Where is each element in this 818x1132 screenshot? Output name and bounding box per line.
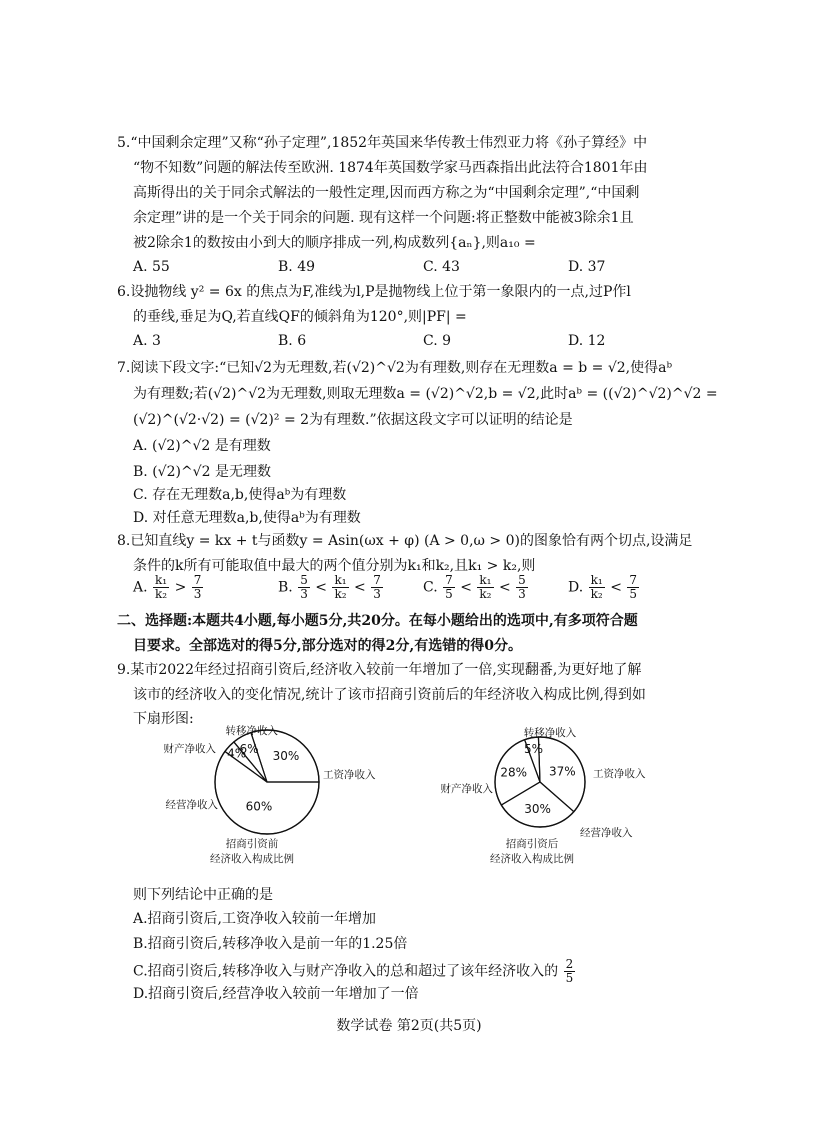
q5-line-5: 被2除余1的数按由小到大的顺序排成一列,构成数列{aₙ},则a₁₀ = [133,235,536,251]
k-ratio: $\frac{\text{k₁}}{\text{k₂}}$ [479,573,492,601]
chart-title-line: 经济收入构成比例 [210,853,294,865]
pie-chart-after [425,720,675,875]
q5-line-4: 余定理”讲的是一个关于同余的问题. 现有这样一个问题:将正整数中能被3除余1且 [133,210,634,226]
category-label: 转移净收入 [523,727,577,739]
relation: > [174,579,187,596]
q6-line-2: 的垂线,垂足为Q,若直线QF的倾斜角为120°,则|PF| = [133,309,467,325]
upper-fraction: $\frac{5}{3}$ [518,573,526,601]
slice-value-label: 5% [524,741,544,756]
q8-option-c [423,574,529,601]
relation: < [315,579,328,596]
fraction: $\frac{2}{5}$ [565,957,574,985]
lower-fraction: $\frac{7}{5}$ [445,573,453,601]
bound-fraction: $\frac{7}{5}$ [629,573,638,601]
q8-line-2: 条件的k所有可能取值中最大的两个值分别为k₁和k₂,且k₁ > k₂,则 [133,558,536,574]
section-2-line-1: 二、选择题:本题共4小题,每小题5分,共20分。在每小题给出的选项中,有多项符合题 [117,613,638,629]
pie-chart-before [148,720,388,875]
option-prefix: C. [423,579,438,596]
relation: < [498,579,511,596]
q6-option-a: A. 3 [133,333,161,349]
q9-line-2: 该市的经济收入的变化情况,统计了该市招商引资前后的年经济收入构成比例,得到如 [133,687,646,703]
q9-option-d: D.招商引资后,经营净收入较前一年增加了一倍 [133,986,419,1002]
slice-value-label: 28% [500,765,528,780]
q8-option-d [568,574,640,601]
q9-option-b: B.招商引资后,转移净收入是前一年的1.25倍 [133,936,408,952]
page-footer: 数学试卷 第2页(共5页) [336,1018,482,1034]
slice-value-label: 37% [549,764,576,779]
q5-line-1: 5.“中国剩余定理”又称“孙子定理”,1852年英国来华传教士伟烈亚力将《孙子算经》中 [117,135,648,151]
chart-title-line: 招商引资后 [505,838,559,850]
category-label: 工资净收入 [323,769,376,781]
q9-line-3: 下扇形图: [133,711,194,727]
category-label: 经营净收入 [165,799,218,811]
slice-value-label: 30% [272,748,300,763]
q5-line-3: 高斯得出的关于同余式解法的一般性定理,因而西方称之为“中国剩余定理”,“中国剩 [133,185,640,201]
category-label: 经营净收入 [580,827,633,839]
k-ratio: $\frac{\text{k₁}}{\text{k₂}}$ [590,573,603,601]
slice-value-label: 60% [245,799,273,814]
q8-option-b [278,574,384,601]
q5-option-a: A. 55 [133,259,170,275]
q7-option-c: C. 存在无理数a,b,使得aᵇ为有理数 [133,487,347,503]
k-ratio: $\frac{\text{k₁}}{\text{k₂}}$ [155,573,168,601]
q5-option-b: B. 49 [278,259,316,275]
q7-line-2: 为有理数;若(√2)^√2为无理数,则取无理数a = (√2)^√2,b = √2,此时aᵇ = ((√2)^√2)^√2 = [133,386,718,402]
category-label: 财产净收入 [440,783,493,795]
q7-option-d: D. 对任意无理数a,b,使得aᵇ为有理数 [133,510,361,526]
q5-line-2: “物不知数”问题的解法传至欧洲. 1874年英国数学家马西森指出此法符合1801年由 [133,160,648,176]
option-prefix: A. [133,579,148,596]
q5-option-d: D. 37 [568,259,606,275]
option-prefix: D. [568,579,584,596]
bound-fraction: $\frac{7}{3}$ [193,573,202,601]
section-2-line-2: 目要求。全部选对的得5分,部分选对的得2分,有选错的得0分。 [133,638,522,654]
q9-question: 则下列结论中正确的是 [133,887,273,903]
slice-value-label: 4% [227,746,247,761]
chart-title-line: 经济收入构成比例 [490,853,574,865]
category-label: 工资净收入 [593,768,646,780]
option-text: C.招商引资后,转移净收入与财产净收入的总和超过了该年经济收入的 [133,963,559,980]
q7-line-1: 7.阅读下段文字:“已知√2为无理数,若(√2)^√2为有理数,则存在无理数a = b = √2,使得aᵇ [117,360,673,376]
slice-value-label: 6% [239,742,259,757]
upper-fraction: $\frac{7}{3}$ [373,573,381,601]
q8-option-a [133,574,204,601]
q5-option-c: C. 43 [423,259,460,275]
q8-line-1: 8.已知直线y = kx + t与函数y = Asin(ωx + φ) (A > 0,ω > 0)的图象恰有两个切点,设满足 [117,533,693,549]
q9-line-1: 9.某市2022年经过招商引资后,经济收入较前一年增加了一倍,实现翻番,为更好地了解 [117,662,642,678]
chart-title-line: 招商引资前 [225,838,279,850]
q6-option-c: C. 9 [423,333,452,349]
k-ratio: $\frac{\text{k₁}}{\text{k₂}}$ [334,573,347,601]
option-prefix: B. [278,579,293,596]
relation: < [354,579,366,596]
q7-option-a: A. (√2)^√2 是有理数 [133,438,271,454]
lower-fraction: $\frac{5}{3}$ [300,573,308,601]
q9-option-c [133,958,576,985]
category-label: 转移净收入 [225,725,278,737]
q6-option-b: B. 6 [278,333,307,349]
slice-value-label: 30% [524,801,551,816]
q7-line-3: (√2)^(√2·√2) = (√2)² = 2为有理数.”依据这段文字可以证明的结论是 [133,412,573,428]
q6-line-1: 6.设抛物线 y² = 6x 的焦点为F,准线为l,P是抛物线上位于第一象限内的一点,过P作l [117,284,631,300]
relation: < [610,579,622,596]
q6-option-d: D. 12 [568,333,606,349]
q9-option-a: A.招商引资后,工资净收入较前一年增加 [133,911,377,927]
category-label: 财产净收入 [163,743,216,755]
relation: < [460,579,472,596]
q7-option-b: B. (√2)^√2 是无理数 [133,464,271,480]
